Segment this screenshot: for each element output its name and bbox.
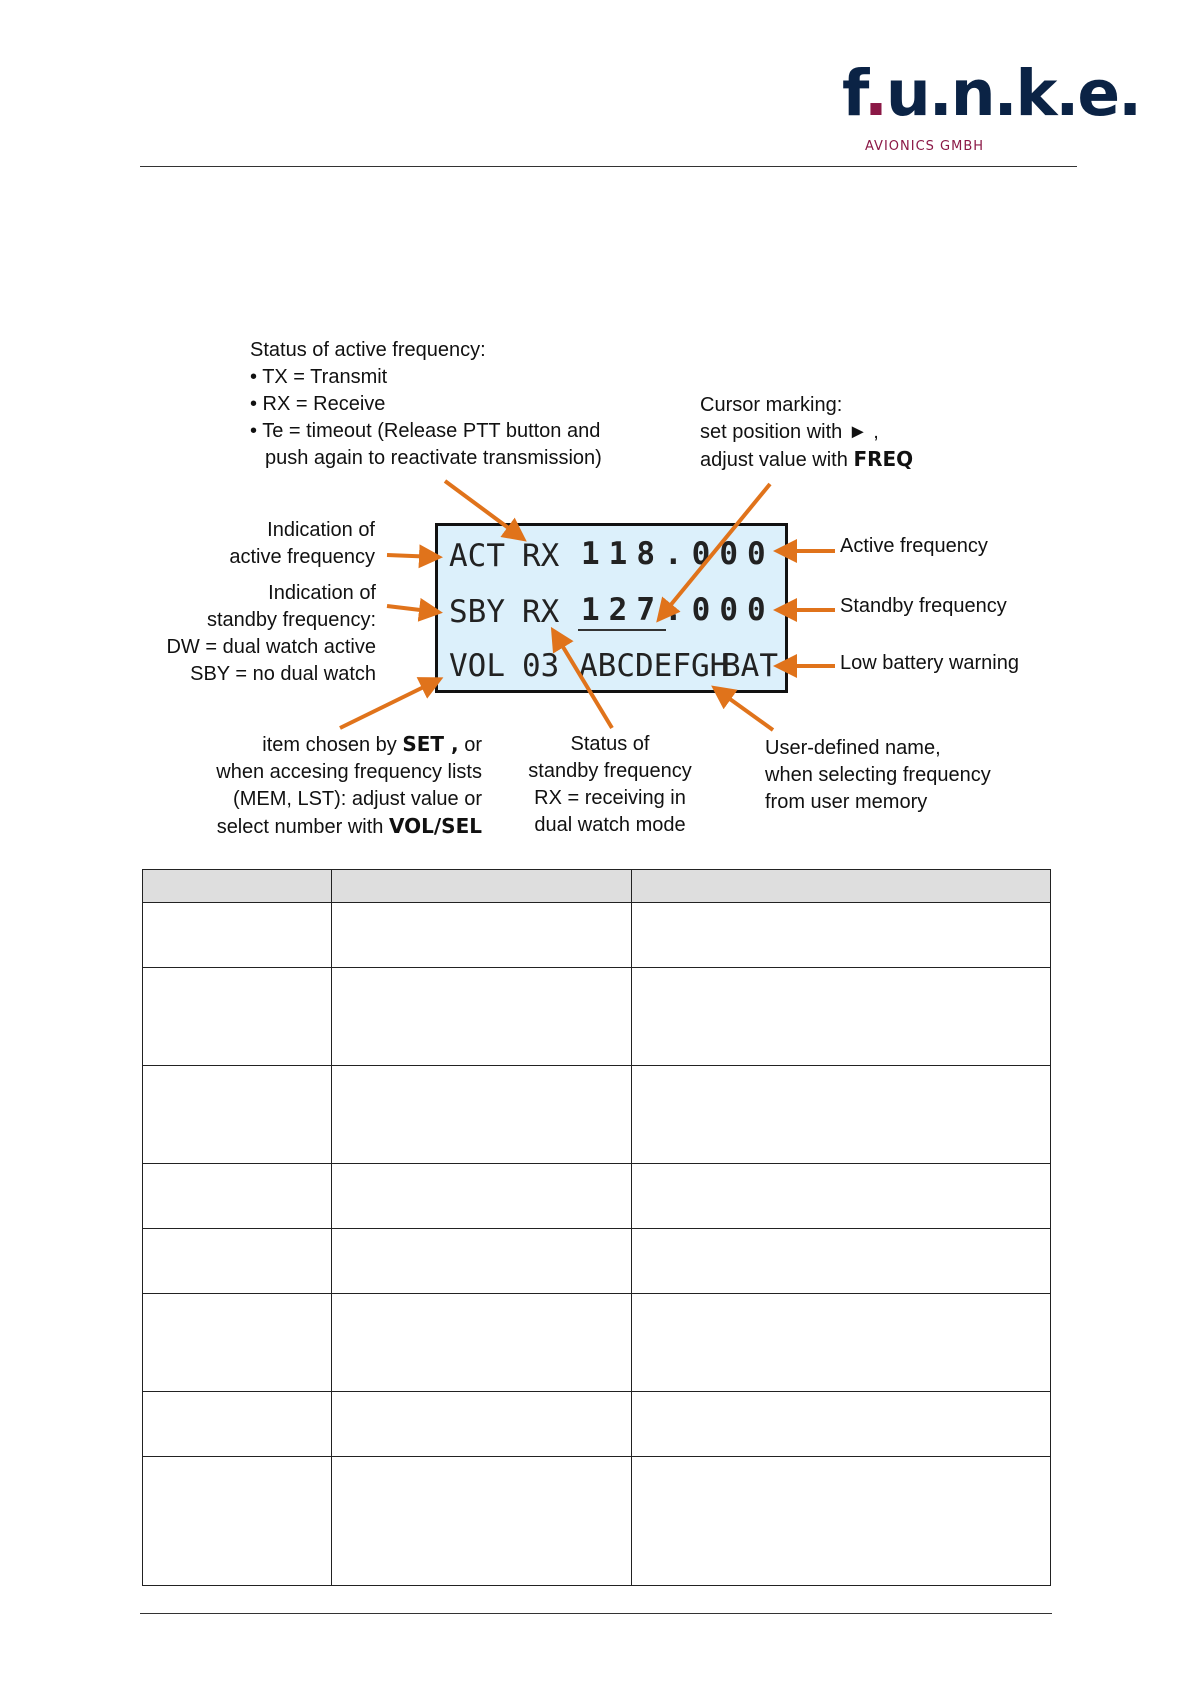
table-row: [143, 1294, 1051, 1392]
table-row: [143, 903, 1051, 968]
lcd-act-status: RX: [522, 538, 560, 574]
table-row: [143, 1164, 1051, 1229]
cursor-annotation: Cursor marking: set position with ► , adjust value with FREQ: [700, 394, 914, 471]
play-icon: ►: [847, 421, 868, 443]
arrow-user-defined: [716, 689, 773, 730]
lcd-sby-status: RX: [522, 594, 560, 630]
lcd-vol-label: VOL: [449, 648, 505, 684]
arrow-cursor: [660, 484, 770, 618]
lcd-battery-warning: BAT: [722, 648, 778, 684]
lcd-act-label: ACT: [449, 538, 505, 574]
table-header-row: [143, 870, 1051, 903]
arrow-item-chosen: [340, 680, 438, 728]
item-chosen-annotation: item chosen by SET , or when accesing frequency lists (MEM, LST): adjust value or select number with VOL/SEL: [216, 732, 482, 838]
indication-standby-annotation: Indication of standby frequency: DW = dual watch active SBY = no dual watch: [166, 582, 376, 685]
active-frequency-annotation: Active frequency: [840, 535, 988, 557]
arrow-status-standby: [554, 632, 612, 728]
lcd-standby-frequency: 127.000: [581, 592, 775, 628]
user-defined-annotation: User-defined name, when selecting frequency from user memory: [765, 737, 991, 813]
lcd-vol-value: 03: [522, 648, 560, 684]
company-logo: f.u.n.k.e.: [842, 57, 1141, 130]
table-row: [143, 1229, 1051, 1294]
arrow-indication-standby: [387, 606, 437, 612]
lcd-sby-label: SBY: [449, 594, 505, 630]
arrow-indication-active: [387, 555, 437, 557]
indication-active-annotation: Indication of active frequency: [229, 519, 375, 568]
table-row: [143, 1392, 1051, 1457]
table-row: [143, 1457, 1051, 1586]
standby-frequency-annotation: Standby frequency: [840, 595, 1007, 617]
status-standby-annotation: Status of standby frequency RX = receiving in dual watch mode: [528, 733, 692, 836]
lcd-user-name: ABCDEFGH: [579, 648, 729, 684]
footer-divider: [140, 1613, 1052, 1614]
logo-subtitle: AVIONICS GMBH: [865, 139, 985, 154]
info-table: [142, 869, 1051, 1586]
low-battery-annotation: Low battery warning: [840, 652, 1019, 674]
arrow-status-active: [445, 481, 522, 538]
lcd-active-frequency: 118.000: [581, 536, 775, 572]
table-row: [143, 968, 1051, 1066]
table-row: [143, 1066, 1051, 1164]
status-active-annotation: Status of active frequency: • TX = Transmit • RX = Receive • Te = timeout (Release PTT button and push again to reactivate transmission): [250, 339, 602, 469]
